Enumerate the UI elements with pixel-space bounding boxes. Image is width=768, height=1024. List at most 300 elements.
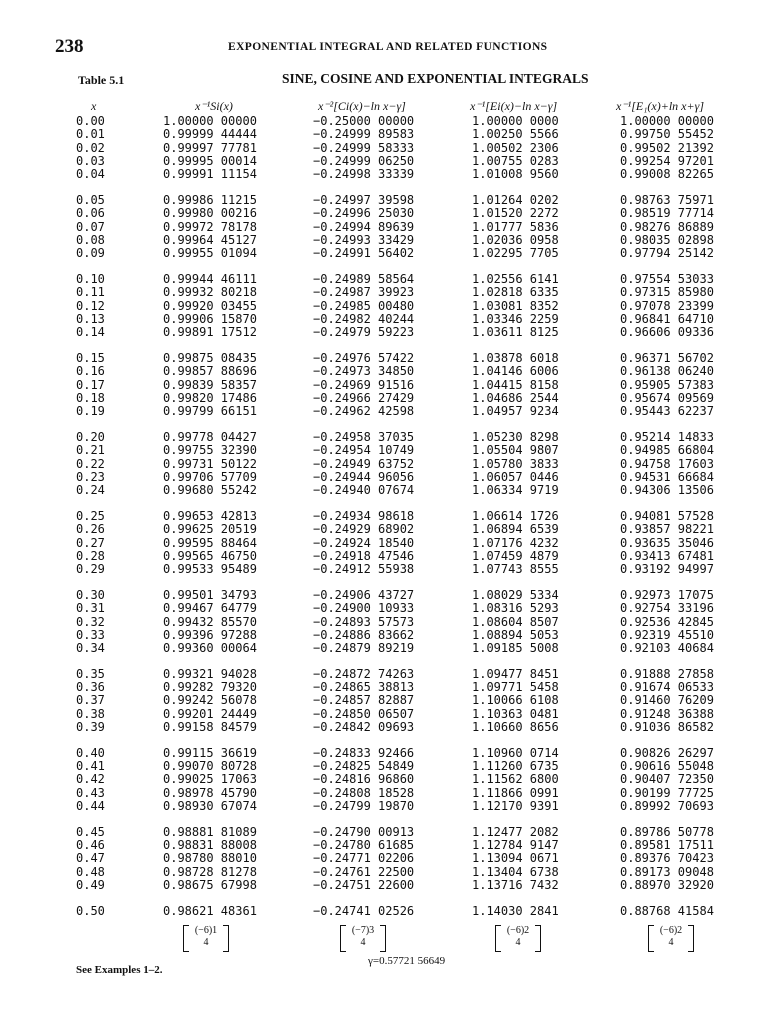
- table-cell-ci: −0.24973 34850: [313, 364, 415, 379]
- table-cell-e1: 0.91888 27858: [620, 666, 714, 681]
- table-cell-ei: 1.03611 8125: [472, 325, 559, 340]
- table-cell-ci: −0.24761 22500: [313, 864, 415, 879]
- table-cell-ei: 1.13094 0671: [472, 851, 559, 866]
- table-cell-e1: 0.93857 98221: [620, 522, 714, 537]
- table-cell-ci: −0.24985 00480: [313, 298, 415, 313]
- table-cell-x: 0.06: [76, 206, 105, 221]
- table-cell-ci: −0.24850 06507: [313, 706, 415, 721]
- row-group: [76, 826, 105, 892]
- table-cell-ci: −0.24949 63752: [313, 456, 415, 471]
- table-cell-si: 0.99891 17512: [163, 325, 257, 340]
- table-cell-ci: −0.24982 40244: [313, 311, 415, 326]
- table-cell-e1: 0.97315 85980: [620, 285, 714, 300]
- table-cell-si: 0.99680 55242: [163, 483, 257, 498]
- table-cell-e1: 0.92319 45510: [620, 627, 714, 642]
- table-cell-ci: −0.24987 39923: [313, 285, 415, 300]
- table-cell-x: 0.40: [76, 745, 105, 760]
- row-group: [472, 747, 559, 813]
- table-cell-si: 0.99995 00014: [163, 153, 257, 168]
- table-cell-ci: −0.24912 55938: [313, 562, 415, 577]
- table-cell-e1: 0.90199 77725: [620, 785, 714, 800]
- row-group: [163, 905, 257, 918]
- table-cell-ci: −0.24808 18528: [313, 785, 415, 800]
- table-cell-ci: −0.24799 19870: [313, 799, 415, 814]
- table-cell-x: 0.44: [76, 799, 105, 814]
- table-cell-si: 0.98728 81278: [163, 864, 257, 879]
- table-cell-ei: 1.08894 5053: [472, 627, 559, 642]
- table-cell-ci: −0.24833 92466: [313, 745, 415, 760]
- table-cell-ci: −0.24966 27429: [313, 390, 415, 405]
- table-cell-e1: 0.98035 02898: [620, 232, 714, 247]
- table-cell-ei: 1.02036 0958: [472, 232, 559, 247]
- table-cell-e1: 0.88970 32920: [620, 878, 714, 893]
- table-cell-ci: −0.24906 43727: [313, 587, 415, 602]
- row-group: [620, 115, 714, 181]
- table-cell-ei: 1.10066 6108: [472, 693, 559, 708]
- table-cell-si: 0.99986 11215: [163, 192, 257, 207]
- table-cell-x: 0.00: [76, 114, 105, 128]
- table-cell-e1: 0.93413 67481: [620, 548, 714, 563]
- table-cell-si: 0.99625 20519: [163, 522, 257, 537]
- table-cell-x: 0.37: [76, 693, 105, 708]
- table-cell-si: 0.99972 78178: [163, 219, 257, 234]
- table-cell-e1: 0.97554 53033: [620, 271, 714, 286]
- interp-e1: [648, 925, 694, 952]
- col-header-ci: x⁻²[Ci(x)−ln x−γ]: [318, 99, 406, 113]
- table-cell-si: 1.00000 00000: [163, 114, 257, 128]
- table-cell-x: 0.03: [76, 153, 105, 168]
- table-cell-x: 0.47: [76, 851, 105, 866]
- table-cell-ei: 1.09771 5458: [472, 680, 559, 695]
- table-cell-si: 0.99070 80728: [163, 759, 257, 774]
- table-cell-ei: 1.11562 6800: [472, 772, 559, 787]
- table-cell-ei: 1.06057 0446: [472, 469, 559, 484]
- running-head: EXPONENTIAL INTEGRAL AND RELATED FUNCTIONS: [228, 41, 548, 53]
- table-cell-si: 0.99706 57709: [163, 469, 257, 484]
- row-group: [620, 510, 714, 576]
- table-cell-x: 0.13: [76, 311, 105, 326]
- table-cell-ci: −0.24958 37035: [313, 429, 415, 444]
- row-group: [472, 431, 559, 497]
- table-cell-x: 0.05: [76, 192, 105, 207]
- table-cell-e1: 0.91248 36388: [620, 706, 714, 721]
- table-cell-x: 0.08: [76, 232, 105, 247]
- table-cell-ei: 1.10660 8656: [472, 720, 559, 735]
- table-cell-e1: 0.88768 41584: [620, 903, 714, 918]
- row-group: [163, 510, 257, 576]
- row-group: [76, 510, 105, 576]
- table-cell-si: 0.99201 24449: [163, 706, 257, 721]
- table-cell-si: 0.99158 84579: [163, 720, 257, 735]
- table-cell-e1: 0.90616 55048: [620, 759, 714, 774]
- table-cell-ci: −0.24999 89583: [313, 127, 415, 142]
- row-group: [313, 826, 414, 892]
- table-cell-e1: 0.89581 17511: [620, 838, 714, 853]
- table-cell-ei: 1.13404 6738: [472, 864, 559, 879]
- table-cell-ci: −0.24900 10933: [313, 601, 415, 616]
- table-cell-e1: 0.95674 09569: [620, 390, 714, 405]
- table-cell-x: 0.46: [76, 838, 105, 853]
- table-label: Table 5.1: [78, 73, 125, 87]
- table-cell-e1: 0.92754 33196: [620, 601, 714, 616]
- table-cell-e1: 0.94758 17603: [620, 456, 714, 471]
- table-cell-x: 0.04: [76, 167, 105, 182]
- table-cell-ci: −0.24857 82887: [313, 693, 415, 708]
- table-cell-e1: 0.95443 62237: [620, 404, 714, 419]
- table-cell-ei: 1.12784 9147: [472, 838, 559, 853]
- table-cell-si: 0.99839 58357: [163, 377, 257, 392]
- table-cell-ei: 1.09477 8451: [472, 666, 559, 681]
- table-cell-si: 0.99432 85570: [163, 614, 257, 629]
- table-cell-x: 0.30: [76, 587, 105, 602]
- row-group: [472, 194, 559, 260]
- row-group: [472, 352, 559, 418]
- table-cell-si: 0.99396 97288: [163, 627, 257, 642]
- table-cell-x: 0.35: [76, 666, 105, 681]
- table-cell-e1: 0.90407 72350: [620, 772, 714, 787]
- table-cell-x: 0.18: [76, 390, 105, 405]
- page-number: 238: [55, 36, 84, 57]
- table-cell-x: 0.48: [76, 864, 105, 879]
- table-cell-e1: 0.91674 06533: [620, 680, 714, 695]
- table-cell-ci: −0.24954 10749: [313, 443, 415, 458]
- col-header-e1: x⁻¹[E₁(x)+ln x+γ]: [616, 99, 705, 113]
- table-cell-ei: 1.10363 0481: [472, 706, 559, 721]
- table-cell-x: 0.19: [76, 404, 105, 419]
- table-cell-ci: −0.24944 96056: [313, 469, 415, 484]
- row-group: [313, 668, 414, 734]
- table-cell-ci: −0.24998 33339: [313, 167, 415, 182]
- table-cell-si: 0.99932 80218: [163, 285, 257, 300]
- table-cell-e1: 0.89786 50778: [620, 824, 714, 839]
- table-cell-si: 0.99533 95489: [163, 562, 257, 577]
- table-cell-ci: −0.24969 91516: [313, 377, 415, 392]
- row-group: [620, 747, 714, 813]
- table-cell-ei: 1.04146 6006: [472, 364, 559, 379]
- table-cell-ci: −0.24872 74263: [313, 666, 415, 681]
- table-cell-ci: −0.24993 33429: [313, 232, 415, 247]
- row-group: [313, 747, 414, 813]
- table-cell-ei: 1.06334 9719: [472, 483, 559, 498]
- row-group: [313, 905, 414, 918]
- table-cell-e1: 0.94531 66684: [620, 469, 714, 484]
- table-cell-ei: 1.01008 9560: [472, 167, 559, 182]
- table-cell-e1: 0.96841 64710: [620, 311, 714, 326]
- table-cell-ci: −0.24997 39598: [313, 192, 415, 207]
- table-cell-x: 0.31: [76, 601, 105, 616]
- table-cell-si: 0.99991 11154: [163, 167, 257, 182]
- table-cell-si: 0.98881 81089: [163, 824, 257, 839]
- row-group: [163, 115, 257, 181]
- row-group: [620, 273, 714, 339]
- row-group: [163, 589, 257, 655]
- table-cell-ei: 1.12170 9391: [472, 799, 559, 814]
- table-cell-si: 0.98930 67074: [163, 799, 257, 814]
- table-cell-ci: −0.24934 98618: [313, 508, 415, 523]
- table-cell-ci: −0.24994 89639: [313, 219, 415, 234]
- table-cell-x: 0.41: [76, 759, 105, 774]
- column-e1: [620, 115, 714, 918]
- row-group: [472, 510, 559, 576]
- table-cell-e1: 0.98763 75971: [620, 192, 714, 207]
- table-cell-si: 0.99955 01094: [163, 246, 257, 261]
- table-cell-x: 0.23: [76, 469, 105, 484]
- row-group: [620, 352, 714, 418]
- table-cell-e1: 0.97794 25142: [620, 246, 714, 261]
- table-cell-ci: −0.24842 09693: [313, 720, 415, 735]
- row-group: [620, 589, 714, 655]
- table-cell-ei: 1.03081 8352: [472, 298, 559, 313]
- table-cell-e1: 0.89992 70693: [620, 799, 714, 814]
- table-cell-ci: −0.24751 22600: [313, 878, 415, 893]
- table-cell-e1: 0.96606 09336: [620, 325, 714, 340]
- table-cell-x: 0.50: [76, 903, 105, 918]
- table-cell-ei: 1.05230 8298: [472, 429, 559, 444]
- table-cell-si: 0.99964 45127: [163, 232, 257, 247]
- table-cell-x: 0.12: [76, 298, 105, 313]
- row-group: [76, 352, 105, 418]
- table-cell-e1: 0.94985 66804: [620, 443, 714, 458]
- table-cell-ci: −0.24893 57573: [313, 614, 415, 629]
- row-group: [76, 194, 105, 260]
- row-group: [76, 905, 105, 918]
- interp-e1-bottom: 4: [668, 937, 674, 948]
- table-cell-x: 0.49: [76, 878, 105, 893]
- table-cell-ci: −0.24879 89219: [313, 641, 415, 656]
- table-cell-e1: 0.92536 42845: [620, 614, 714, 629]
- table-cell-si: 0.99997 77781: [163, 140, 257, 155]
- table-cell-ci: −0.24940 07674: [313, 483, 415, 498]
- row-group: [76, 668, 105, 734]
- table-cell-x: 0.24: [76, 483, 105, 498]
- table-cell-ei: 1.02818 6335: [472, 285, 559, 300]
- table-cell-e1: 0.93635 35046: [620, 535, 714, 550]
- table-cell-ci: −0.24996 25030: [313, 206, 415, 221]
- table-cell-x: 0.02: [76, 140, 105, 155]
- row-group: [76, 115, 105, 181]
- table-cell-si: 0.99467 64779: [163, 601, 257, 616]
- row-group: [620, 431, 714, 497]
- table-cell-ci: −0.24924 18540: [313, 535, 415, 550]
- table-cell-x: 0.32: [76, 614, 105, 629]
- table-cell-ei: 1.00000 0000: [472, 114, 559, 128]
- table-cell-ci: −0.24999 58333: [313, 140, 415, 155]
- table-cell-ei: 1.07459 4879: [472, 548, 559, 563]
- interp-ci: [340, 925, 386, 952]
- table-cell-si: 0.99731 50122: [163, 456, 257, 471]
- row-group: [472, 826, 559, 892]
- col-header-x: x: [91, 99, 97, 113]
- table-cell-si: 0.99980 00216: [163, 206, 257, 221]
- row-group: [76, 431, 105, 497]
- table-cell-ei: 1.00755 0283: [472, 153, 559, 168]
- interp-si-top: (−6)1: [194, 925, 218, 936]
- table-cell-e1: 0.95214 14833: [620, 429, 714, 444]
- table-cell-ci: −0.24780 61685: [313, 838, 415, 853]
- table-cell-x: 0.25: [76, 508, 105, 523]
- row-group: [313, 273, 414, 339]
- table-cell-x: 0.22: [76, 456, 105, 471]
- row-group: [163, 826, 257, 892]
- table-cell-ei: 1.03346 2259: [472, 311, 559, 326]
- table-cell-si: 0.99595 88464: [163, 535, 257, 550]
- table-cell-x: 0.34: [76, 641, 105, 656]
- table-cell-si: 0.98621 48361: [163, 903, 257, 918]
- table-cell-x: 0.21: [76, 443, 105, 458]
- row-group: [472, 589, 559, 655]
- row-group: [313, 589, 414, 655]
- table-cell-si: 0.99321 94028: [163, 666, 257, 681]
- table-cell-si: 0.99875 08435: [163, 350, 257, 365]
- table-cell-x: 0.43: [76, 785, 105, 800]
- table-cell-ei: 1.00502 2306: [472, 140, 559, 155]
- table-cell-si: 0.99501 34793: [163, 587, 257, 602]
- table-cell-ei: 1.07176 4232: [472, 535, 559, 550]
- row-group: [313, 510, 414, 576]
- row-group: [163, 352, 257, 418]
- row-group: [163, 431, 257, 497]
- table-cell-x: 0.16: [76, 364, 105, 379]
- table-cell-ei: 1.06614 1726: [472, 508, 559, 523]
- table-cell-e1: 0.96371 56702: [620, 350, 714, 365]
- row-group: [472, 273, 559, 339]
- table-cell-si: 0.98675 67998: [163, 878, 257, 893]
- column-x: [76, 115, 105, 918]
- table-cell-ci: −0.24979 59223: [313, 325, 415, 340]
- table-cell-ci: −0.24816 96860: [313, 772, 415, 787]
- column-si: [163, 115, 257, 918]
- table-cell-e1: 0.96138 06240: [620, 364, 714, 379]
- table-cell-ci: −0.24886 83662: [313, 627, 415, 642]
- table-cell-si: 0.99944 46111: [163, 271, 257, 286]
- table-cell-si: 0.99999 44444: [163, 127, 257, 142]
- table-cell-ci: −0.25000 00000: [313, 114, 415, 128]
- interp-si-bottom: 4: [203, 937, 209, 948]
- table-cell-ci: −0.24771 02206: [313, 851, 415, 866]
- row-group: [472, 115, 559, 181]
- row-group: [163, 747, 257, 813]
- row-group: [620, 668, 714, 734]
- table-cell-x: 0.29: [76, 562, 105, 577]
- row-group: [472, 668, 559, 734]
- interp-si: [183, 925, 229, 952]
- table-cell-e1: 0.99254 97201: [620, 153, 714, 168]
- table-cell-e1: 0.98276 86889: [620, 219, 714, 234]
- table-cell-e1: 1.00000 00000: [620, 114, 714, 128]
- row-group: [620, 826, 714, 892]
- table-cell-ci: −0.24976 57422: [313, 350, 415, 365]
- table-cell-e1: 0.93192 94997: [620, 562, 714, 577]
- row-group: [163, 668, 257, 734]
- table-cell-ei: 1.01777 5836: [472, 219, 559, 234]
- table-cell-x: 0.09: [76, 246, 105, 261]
- table-cell-e1: 0.89376 70423: [620, 851, 714, 866]
- table-cell-e1: 0.98519 77714: [620, 206, 714, 221]
- table-cell-si: 0.99920 03455: [163, 298, 257, 313]
- table-cell-ei: 1.04686 2544: [472, 390, 559, 405]
- table-cell-x: 0.28: [76, 548, 105, 563]
- table-cell-x: 0.26: [76, 522, 105, 537]
- table-cell-si: 0.99360 00064: [163, 641, 257, 656]
- row-group: [620, 905, 714, 918]
- table-cell-e1: 0.89173 09048: [620, 864, 714, 879]
- table-cell-ci: −0.24790 00913: [313, 824, 415, 839]
- table-cell-e1: 0.94081 57528: [620, 508, 714, 523]
- row-group: [313, 431, 414, 497]
- row-group: [313, 352, 414, 418]
- table-cell-x: 0.07: [76, 219, 105, 234]
- table-cell-ci: −0.24962 42598: [313, 404, 415, 419]
- table-cell-si: 0.98978 45790: [163, 785, 257, 800]
- table-cell-e1: 0.91036 86582: [620, 720, 714, 735]
- row-group: [620, 194, 714, 260]
- table-cell-ei: 1.11260 6735: [472, 759, 559, 774]
- table-cell-e1: 0.91460 76209: [620, 693, 714, 708]
- table-cell-ci: −0.24991 56402: [313, 246, 415, 261]
- column-ei: [472, 115, 559, 918]
- interp-ei-top: (−6)2: [506, 925, 530, 936]
- table-cell-ei: 1.05504 9807: [472, 443, 559, 458]
- table-cell-si: 0.99653 42813: [163, 508, 257, 523]
- table-cell-e1: 0.99750 55452: [620, 127, 714, 142]
- table-cell-si: 0.99799 66151: [163, 404, 257, 419]
- table-cell-ei: 1.03878 6018: [472, 350, 559, 365]
- row-group: [76, 747, 105, 813]
- table-cell-si: 0.99242 56078: [163, 693, 257, 708]
- interp-ci-bottom: 4: [360, 937, 366, 948]
- table-cell-ei: 1.04957 9234: [472, 404, 559, 419]
- footer-gamma: γ=0.57721 56649: [368, 955, 446, 967]
- table-title: SINE, COSINE AND EXPONENTIAL INTEGRALS: [282, 71, 589, 86]
- table-cell-x: 0.39: [76, 720, 105, 735]
- table-cell-x: 0.38: [76, 706, 105, 721]
- table-cell-si: 0.99778 04427: [163, 429, 257, 444]
- table-cell-x: 0.36: [76, 680, 105, 695]
- column-ci: [313, 115, 414, 918]
- table-cell-e1: 0.92973 17075: [620, 587, 714, 602]
- table-cell-ci: −0.24741 02526: [313, 903, 415, 918]
- table-cell-x: 0.45: [76, 824, 105, 839]
- table-cell-ei: 1.08316 5293: [472, 601, 559, 616]
- row-group: [313, 194, 414, 260]
- table-cell-ci: −0.24825 54849: [313, 759, 415, 774]
- table-cell-ci: −0.24989 58564: [313, 271, 415, 286]
- table-cell-ei: 1.02295 7705: [472, 246, 559, 261]
- interp-ei-bottom: 4: [515, 937, 521, 948]
- table-cell-x: 0.14: [76, 325, 105, 340]
- table-cell-ei: 1.02556 6141: [472, 271, 559, 286]
- table-cell-ei: 1.04415 8158: [472, 377, 559, 392]
- table-cell-si: 0.99755 32390: [163, 443, 257, 458]
- table-cell-e1: 0.99502 21392: [620, 140, 714, 155]
- table-cell-x: 0.27: [76, 535, 105, 550]
- table-cell-ei: 1.11866 0991: [472, 785, 559, 800]
- table-cell-ei: 1.06894 6539: [472, 522, 559, 537]
- row-group: [163, 273, 257, 339]
- row-group: [76, 589, 105, 655]
- table-cell-si: 0.99025 17063: [163, 772, 257, 787]
- col-header-si: x⁻¹Si(x): [195, 99, 233, 113]
- table-cell-x: 0.33: [76, 627, 105, 642]
- table-cell-ei: 1.08029 5334: [472, 587, 559, 602]
- table-cell-ci: −0.24865 38813: [313, 680, 415, 695]
- table-cell-si: 0.99115 36619: [163, 745, 257, 760]
- table-cell-e1: 0.90826 26297: [620, 745, 714, 760]
- interp-ei: [495, 925, 541, 952]
- table-cell-e1: 0.94306 13506: [620, 483, 714, 498]
- table-cell-x: 0.01: [76, 127, 105, 142]
- table-cell-x: 0.10: [76, 271, 105, 286]
